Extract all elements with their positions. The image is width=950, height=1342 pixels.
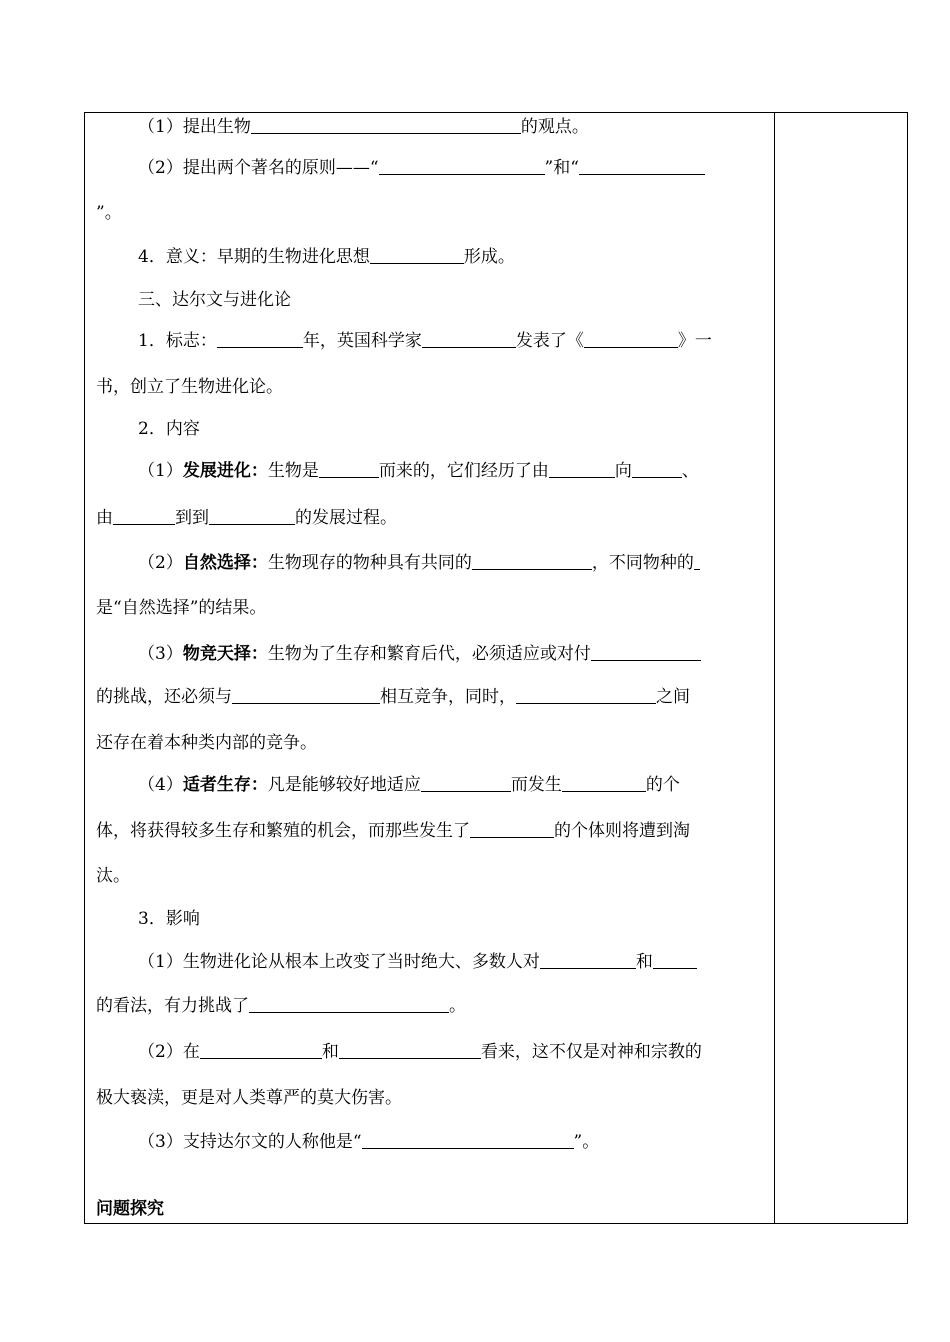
text: 汰。 bbox=[96, 866, 130, 886]
text: 书，创立了生物进化论。 bbox=[96, 377, 283, 397]
text-line bbox=[96, 991, 466, 1021]
text: 3．影响 bbox=[138, 909, 200, 929]
text: 而发生 bbox=[510, 775, 562, 795]
text: 的挑战，还必须与 bbox=[96, 687, 232, 707]
fill-blank[interactable] bbox=[470, 819, 554, 838]
text: 年，英国科学家 bbox=[302, 331, 422, 351]
fill-blank[interactable] bbox=[422, 329, 516, 348]
text: 发表了《 bbox=[515, 331, 584, 351]
text-line bbox=[96, 728, 317, 758]
text: 向 bbox=[614, 461, 632, 481]
text-line bbox=[96, 1127, 599, 1157]
text: 相互竞争，同时， bbox=[380, 687, 516, 707]
text: 1．标志： bbox=[138, 331, 217, 351]
text: 之间 bbox=[656, 687, 690, 707]
text: 的个体则将遭到淘 bbox=[554, 821, 690, 841]
term-label: 自然选择： bbox=[182, 553, 268, 573]
text: （3） bbox=[138, 644, 183, 664]
term-label: 物竞天择： bbox=[182, 644, 268, 664]
fill-blank[interactable] bbox=[591, 642, 701, 661]
text: （1） bbox=[138, 461, 183, 481]
text: （1）生物进化论从根本上改变了当时绝大、多数人对 bbox=[138, 952, 540, 972]
text: （2）在 bbox=[138, 1042, 200, 1062]
text: 。 bbox=[449, 996, 466, 1016]
text-line bbox=[96, 242, 515, 272]
text: 、 bbox=[681, 461, 699, 481]
fill-blank[interactable] bbox=[339, 1040, 481, 1059]
text: 极大亵渎，更是对人类尊严的莫大伤害。 bbox=[96, 1088, 402, 1108]
text: 凡是能够较好地适应 bbox=[267, 775, 421, 795]
column-divider bbox=[774, 112, 775, 1224]
text-line bbox=[96, 593, 266, 623]
fill-blank[interactable] bbox=[232, 685, 380, 704]
text: （2） bbox=[138, 553, 183, 573]
text-line bbox=[96, 682, 690, 712]
text: 和 bbox=[321, 1042, 339, 1062]
text: 生物是 bbox=[267, 461, 319, 481]
text: 生物现存的物种具有共同的 bbox=[267, 553, 472, 573]
text-line bbox=[96, 1037, 702, 1067]
term-label: 发展进化： bbox=[182, 461, 268, 481]
text: 的看法，有力挑战了 bbox=[96, 996, 249, 1016]
text: ”。 bbox=[96, 203, 122, 223]
text: 的个 bbox=[645, 775, 680, 795]
text: （4） bbox=[138, 775, 183, 795]
text: 形成。 bbox=[463, 247, 515, 267]
fill-blank[interactable] bbox=[516, 685, 656, 704]
text: 而来的，它们经历了由 bbox=[378, 461, 549, 481]
fill-blank[interactable] bbox=[200, 1040, 322, 1059]
text-line bbox=[96, 904, 200, 934]
text: ”和“ bbox=[544, 158, 579, 178]
fill-blank[interactable] bbox=[362, 1130, 574, 1149]
fill-blank[interactable] bbox=[251, 115, 521, 134]
text-line bbox=[96, 326, 712, 356]
fill-blank[interactable] bbox=[421, 773, 511, 792]
text-line bbox=[96, 372, 283, 402]
text: ”。 bbox=[573, 1132, 600, 1152]
fill-blank[interactable] bbox=[217, 329, 303, 348]
text: 4．意义：早期的生物进化思想 bbox=[138, 247, 370, 267]
text: 》一 bbox=[677, 331, 712, 351]
fill-blank[interactable] bbox=[472, 551, 592, 570]
text-line bbox=[96, 153, 705, 183]
text-line bbox=[96, 503, 397, 533]
fill-blank[interactable] bbox=[540, 950, 636, 969]
fill-blank[interactable] bbox=[549, 459, 615, 478]
fill-blank[interactable] bbox=[562, 773, 646, 792]
text: 由 bbox=[96, 508, 113, 528]
fill-blank[interactable] bbox=[653, 950, 697, 969]
text: 的观点。 bbox=[520, 117, 589, 137]
text: 是“自然选择”的结果。 bbox=[96, 598, 267, 618]
text: （3）支持达尔文的人称他是“ bbox=[138, 1132, 362, 1152]
text-line bbox=[96, 861, 130, 891]
text: 和 bbox=[635, 952, 653, 972]
text-line bbox=[96, 112, 589, 142]
fill-blank[interactable] bbox=[694, 551, 700, 570]
text-line bbox=[96, 548, 700, 578]
text: 2．内容 bbox=[138, 419, 200, 439]
fill-blank[interactable] bbox=[209, 506, 295, 525]
text: 到到 bbox=[175, 508, 209, 528]
fill-blank[interactable] bbox=[319, 459, 379, 478]
text: 的发展过程。 bbox=[295, 508, 397, 528]
text-line bbox=[96, 639, 701, 669]
text-line bbox=[96, 1083, 402, 1113]
text: 生物为了生存和繁育后代，必须适应或对付 bbox=[267, 644, 591, 664]
text: （2）提出两个著名的原则——“ bbox=[138, 158, 379, 178]
fill-blank[interactable] bbox=[370, 245, 464, 264]
section-title: 三、达尔文与进化论 bbox=[138, 290, 291, 310]
text-line bbox=[96, 198, 122, 228]
fill-blank[interactable] bbox=[113, 506, 175, 525]
fill-blank[interactable] bbox=[379, 156, 545, 175]
fill-blank[interactable] bbox=[632, 459, 682, 478]
text-line bbox=[96, 456, 699, 486]
fill-blank[interactable] bbox=[579, 156, 705, 175]
section-heading: 问题探究 bbox=[96, 1199, 164, 1219]
text-line bbox=[96, 414, 200, 444]
text: 还存在着本种类内部的竞争。 bbox=[96, 733, 317, 753]
text-line bbox=[96, 285, 291, 315]
text: （1）提出生物 bbox=[138, 117, 251, 137]
fill-blank[interactable] bbox=[249, 994, 449, 1013]
text-line bbox=[96, 816, 690, 846]
text-line bbox=[96, 770, 680, 800]
text-line bbox=[96, 947, 697, 977]
text: 体，将获得较多生存和繁殖的机会，而那些发生了 bbox=[96, 821, 470, 841]
fill-blank[interactable] bbox=[584, 329, 678, 348]
text: 看来，这不仅是对神和宗教的 bbox=[480, 1042, 702, 1062]
term-label: 适者生存： bbox=[182, 775, 268, 795]
text: ，不同物种的 bbox=[591, 553, 694, 573]
